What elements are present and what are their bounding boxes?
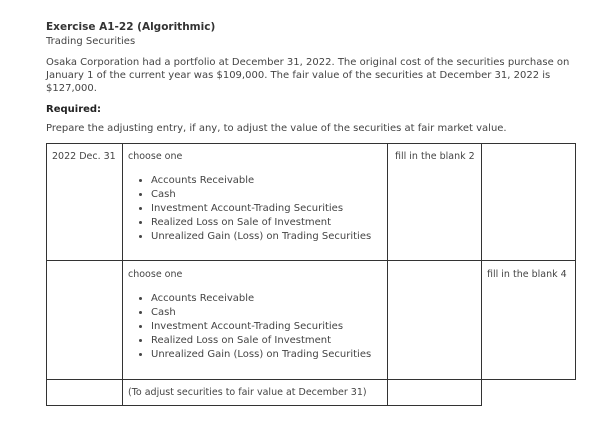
option-item[interactable]: • Accounts Receivable bbox=[151, 174, 371, 188]
option-item[interactable]: • Cash bbox=[151, 306, 371, 320]
account-dropdown-1[interactable]: choose one bbox=[128, 151, 183, 162]
option-item[interactable]: • Unrealized Gain (Loss) on Trading Securities bbox=[151, 348, 371, 362]
debit-blank-2[interactable]: fill in the blank 2 bbox=[395, 151, 475, 162]
option-item[interactable]: • Accounts Receivable bbox=[151, 292, 371, 306]
problem-line-2: January 1 of the current year was $109,000. The fair value of the securities at December 31, 2022 is bbox=[46, 70, 551, 81]
entry-explanation: (To adjust securities to fair value at December 31) bbox=[128, 387, 367, 398]
account-dropdown-2[interactable]: choose one bbox=[128, 269, 183, 280]
exercise-title: Exercise A1-22 (Algorithmic) bbox=[46, 21, 216, 33]
option-item[interactable]: • Realized Loss on Sale of Investment bbox=[151, 216, 371, 230]
exercise-subtitle: Trading Securities bbox=[46, 36, 136, 47]
instruction-text: Prepare the adjusting entry, if any, to adjust the value of the securities at fair market value. bbox=[46, 123, 507, 134]
option-item[interactable]: • Investment Account-Trading Securities bbox=[151, 202, 371, 216]
account-options-1 bbox=[128, 174, 371, 244]
account-options-2 bbox=[128, 292, 371, 362]
option-item[interactable]: • Unrealized Gain (Loss) on Trading Securities bbox=[151, 230, 371, 244]
entry-date: 2022 Dec. 31 bbox=[52, 151, 116, 162]
option-item[interactable]: • Realized Loss on Sale of Investment bbox=[151, 334, 371, 348]
problem-line-1: Osaka Corporation had a portfolio at December 31, 2022. The original cost of the securities purchase on bbox=[46, 57, 570, 68]
option-item[interactable]: • Cash bbox=[151, 188, 371, 202]
option-item[interactable]: • Investment Account-Trading Securities bbox=[151, 320, 371, 334]
problem-line-3: $127,000. bbox=[46, 83, 97, 94]
credit-blank-4[interactable]: fill in the blank 4 bbox=[487, 269, 567, 280]
required-label: Required: bbox=[46, 104, 102, 115]
